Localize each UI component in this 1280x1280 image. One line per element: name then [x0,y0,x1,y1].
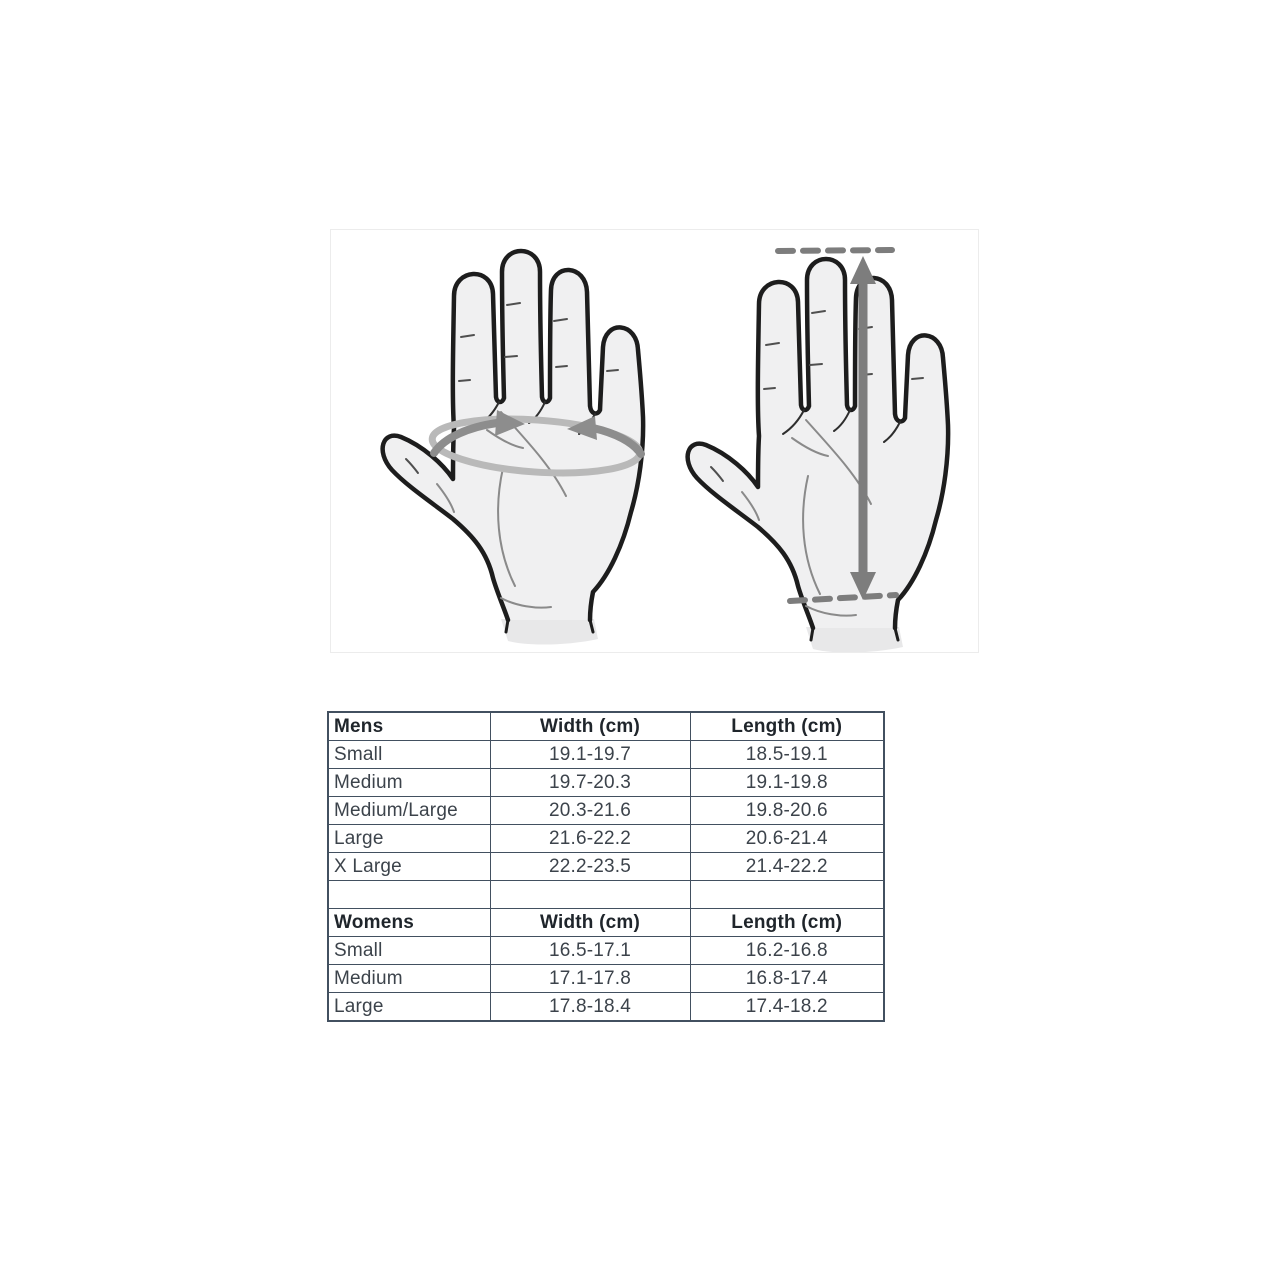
spacer-row [328,881,884,909]
col-header-mens-length: Length (cm) [690,712,884,741]
size-cell: Small [328,741,490,769]
mens-row-small [328,741,884,769]
width-cell: 19.1-19.7 [490,741,690,769]
measurement-illustration-box [330,229,979,653]
width-cell: 17.1-17.8 [490,965,690,993]
womens-row-large [328,993,884,1022]
size-cell: Small [328,937,490,965]
mens-row-large [328,825,884,853]
width-cell: 17.8-18.4 [490,993,690,1022]
size-cell: Large [328,825,490,853]
glove-size-table [327,711,885,1022]
length-cell: 19.1-19.8 [690,769,884,797]
size-cell: Medium [328,769,490,797]
col-header-mens: Mens [328,712,490,741]
mens-header-row [328,712,884,741]
col-header-womens: Womens [328,909,490,937]
mens-row-medium [328,769,884,797]
hand-length-diagram [688,250,949,652]
size-cell: Large [328,993,490,1022]
mens-row-medium-large [328,797,884,825]
width-cell: 21.6-22.2 [490,825,690,853]
womens-row-small [328,937,884,965]
col-header-mens-width: Width (cm) [490,712,690,741]
col-header-womens-length: Length (cm) [690,909,884,937]
empty-cell [490,881,690,909]
width-cell: 22.2-23.5 [490,853,690,881]
width-cell: 19.7-20.3 [490,769,690,797]
size-cell: Medium/Large [328,797,490,825]
size-cell: Medium [328,965,490,993]
length-cell: 20.6-21.4 [690,825,884,853]
size-cell: X Large [328,853,490,881]
empty-cell [328,881,490,909]
womens-row-medium [328,965,884,993]
width-cell: 20.3-21.6 [490,797,690,825]
length-cell: 18.5-19.1 [690,741,884,769]
length-cell: 17.4-18.2 [690,993,884,1022]
hand-width-diagram [383,251,644,645]
hand-measurement-diagram [331,230,978,652]
length-cell: 16.2-16.8 [690,937,884,965]
empty-cell [690,881,884,909]
length-cell: 19.8-20.6 [690,797,884,825]
length-cell: 21.4-22.2 [690,853,884,881]
mens-row-x-large [328,853,884,881]
length-cell: 16.8-17.4 [690,965,884,993]
col-header-womens-width: Width (cm) [490,909,690,937]
womens-header-row [328,909,884,937]
width-cell: 16.5-17.1 [490,937,690,965]
